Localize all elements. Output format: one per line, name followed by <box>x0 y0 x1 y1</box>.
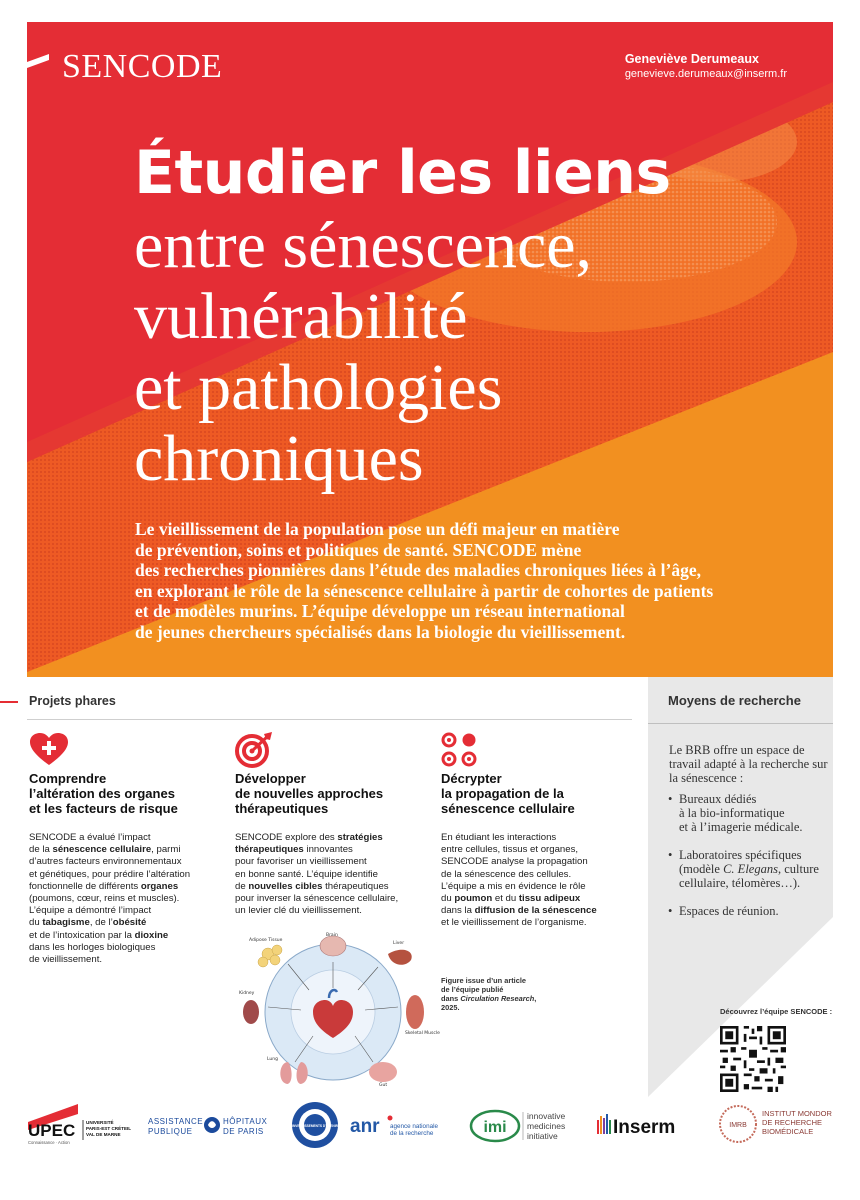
svg-text:de la recherche: de la recherche <box>390 1130 434 1137</box>
target-icon <box>235 732 275 768</box>
partner-logos <box>0 1100 860 1160</box>
svg-text:initiative: initiative <box>527 1131 558 1141</box>
svg-text:BIOMÉDICALE: BIOMÉDICALE <box>762 1127 814 1136</box>
intro-line: de jeunes chercheurs spécialisés dans la biologie du vieillissement. <box>135 621 626 642</box>
investissements-logo <box>290 1100 340 1150</box>
list-item: • Bureaux dédiés à la bio-informatique et à l’imagerie médicale. <box>668 792 830 834</box>
organ-label: Lung <box>267 1057 278 1062</box>
project-column-1 <box>29 732 221 966</box>
project-column-2 <box>235 732 427 917</box>
title-line: et pathologies <box>134 351 503 424</box>
svg-text:Inserm: Inserm <box>613 1117 676 1138</box>
organ-label: Skeletal Muscle <box>405 1031 440 1036</box>
projects-heading: Projets phares <box>29 694 116 708</box>
svg-text:ASSISTANCE: ASSISTANCE <box>148 1117 204 1126</box>
project-text: SENCODE a évalué l’impact de la sénescence cellulaire, parmi d’autres facteurs environnementaux et génétiques, pour prédire l’altération fonctionnelle de différents organes (poumons, cœur, reins et muscles). L’équipe a démontré l’impact du tabagisme, de l’obésité et de l’intoxication par la dioxine dans les horloges biologiques de vieillissement. <box>29 832 191 966</box>
resources-heading: Moyens de recherche <box>668 693 801 708</box>
svg-text:INVESTISSEMENTS D’AVENIR: INVESTISSEMENTS D’AVENIR <box>292 1124 338 1128</box>
project-column-3 <box>441 732 633 930</box>
divider <box>648 723 833 724</box>
title-line: vulnérabilité <box>134 280 468 353</box>
svg-text:imi: imi <box>483 1119 507 1136</box>
list-item: • Espaces de réunion. <box>668 904 830 918</box>
organ-label: Kidney <box>239 991 255 996</box>
divider <box>27 719 632 720</box>
title-line: chroniques <box>134 422 424 495</box>
svg-text:innovative: innovative <box>527 1111 566 1121</box>
project-title: Développer de nouvelles approches thérapeutiques <box>235 771 384 816</box>
contact-name: Geneviève Derumeaux <box>624 52 759 66</box>
svg-text:DE PARIS: DE PARIS <box>223 1127 264 1136</box>
intro-paragraph <box>135 519 775 642</box>
anr-logo <box>350 1112 460 1142</box>
inserm-logo <box>597 1112 697 1140</box>
organ-label: Gut <box>379 1083 388 1088</box>
contact-email[interactable]: genevieve.derumeaux@inserm.fr <box>624 68 787 80</box>
organ-label: Liver <box>393 941 405 946</box>
svg-text:INSTITUT MONDOR: INSTITUT MONDOR <box>762 1109 832 1118</box>
project-title: Décrypter la propagation de la sénescence cellulaire <box>441 771 575 816</box>
svg-text:UNIVERSITÉ: UNIVERSITÉ <box>86 1120 114 1125</box>
imi-logo <box>470 1108 580 1144</box>
svg-text:agence nationale: agence nationale <box>390 1123 438 1130</box>
organ-label: Adipose Tissue <box>249 938 283 943</box>
svg-text:DE RECHERCHE: DE RECHERCHE <box>762 1118 823 1127</box>
title-bold-line: Étudier les liens <box>134 138 671 208</box>
sencode-logo: SENCODE <box>62 48 223 85</box>
resources-intro: Le BRB offre un espace de travail adapté à la recherche sur la sénescence : <box>669 743 828 785</box>
imrb-logo <box>718 1102 838 1146</box>
svg-text:medicines: medicines <box>527 1121 566 1131</box>
list-item: • Laboratoires spécifiques (modèle C. Elegans, culture cellulaire, télomères…). <box>668 848 830 890</box>
project-text: En étudiant les interactions entre cellules, tissus et organes, SENCODE analyse la propagation de la sénescence des cellules. L’équipe a mis en évidence le rôle du poumon et du tissu adipeux dans la diffusion de la sénescence et le vieillissement de l’organisme. <box>441 832 597 929</box>
svg-text:HÔPITAUX: HÔPITAUX <box>223 1117 268 1126</box>
aphp-logo <box>148 1112 273 1142</box>
heart-plus-icon <box>29 732 69 768</box>
figure-caption: Figure issue d’un article de l’équipe publié dans Circulation Research, 2025. <box>441 976 537 1012</box>
project-title: Comprendre l’altération des organes et les facteurs de risque <box>29 771 178 816</box>
qr-code-icon[interactable] <box>720 1026 786 1092</box>
organ-label: Brain <box>326 933 338 938</box>
svg-text:anr: anr <box>350 1116 380 1137</box>
svg-text:PARIS-EST CRÉTEIL: PARIS-EST CRÉTEIL <box>86 1126 132 1131</box>
intro-line: et de modèles murins. L’équipe développe un réseau international <box>135 601 625 621</box>
intro-line: de prévention, soins et politiques de santé. SENCODE mène <box>135 539 582 560</box>
upec-logo <box>28 1100 132 1146</box>
svg-text:PUBLIQUE: PUBLIQUE <box>148 1127 193 1136</box>
organ-diagram <box>233 932 440 1088</box>
svg-text:VAL DE MARNE: VAL DE MARNE <box>86 1132 121 1137</box>
resources-list <box>668 792 830 932</box>
contact-block <box>625 52 787 80</box>
intro-line: en explorant le rôle de la sénescence cellulaire à partir de cohortes de patients <box>135 580 714 601</box>
section-marker <box>0 701 18 703</box>
page-title <box>134 136 671 494</box>
intro-line: des recherches pionnières dans l’étude des maladies chroniques liées à l’âge, <box>135 560 701 580</box>
intro-line: Le vieillissement de la population pose un défi majeur en matière <box>135 519 620 539</box>
qr-caption: Découvrez l’équipe SENCODE : <box>720 1007 833 1016</box>
resources-sidebar <box>648 677 833 1097</box>
project-text: SENCODE explore des stratégies thérapeutiques innovantes pour favoriser un vieillissement en bonne santé. L’équipe identifie de nouvelles cibles thérapeutiques pour inverser la sénescence cellulaire, un levier clé du vieillissement. <box>235 832 399 917</box>
cells-icon <box>441 732 481 768</box>
svg-text:Connaissance · Action: Connaissance · Action <box>28 1140 70 1145</box>
hero-banner <box>27 22 833 677</box>
svg-text:IMRB: IMRB <box>729 1122 747 1129</box>
svg-text:UPEC: UPEC <box>28 1121 76 1140</box>
title-line: entre sénescence, <box>134 209 593 282</box>
